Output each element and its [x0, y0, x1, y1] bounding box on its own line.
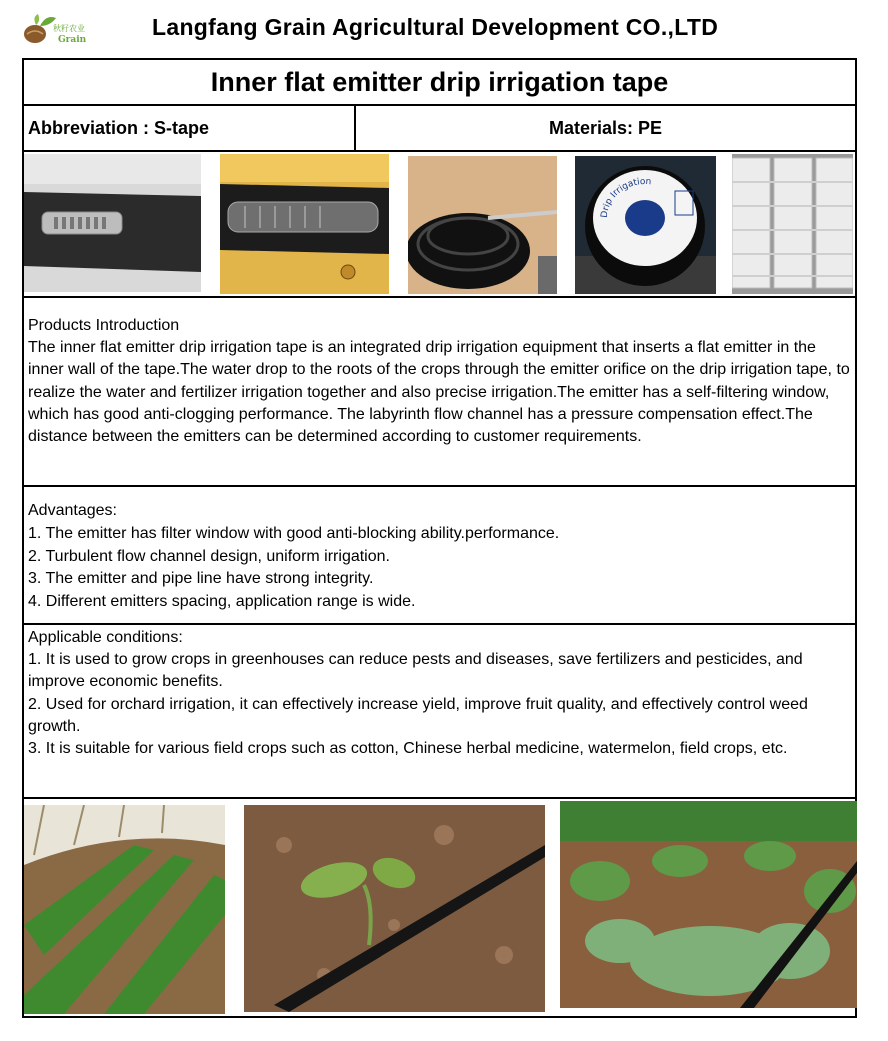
product-photos [24, 152, 855, 298]
stacked-reels-photo [732, 154, 853, 294]
applicable-conditions-section [24, 625, 855, 799]
applicable-item: 1. It is used to grow crops in greenhouses can reduce pests and diseases, save fertilizers and pesticides, and improve economic benefits. [28, 651, 803, 691]
product-sheet [22, 58, 857, 1018]
greenhouse-crops-photo [24, 805, 225, 1014]
applicable-item: 3. It is suitable for various field crops such as cotton, Chinese herbal medicine, watermelon, field crops, etc. [28, 740, 788, 758]
abbreviation-label: Abbreviation : S-tape [28, 118, 210, 138]
svg-text:秋籽农业: 秋籽农业 [53, 24, 85, 33]
applicable-heading: Applicable conditions: [28, 629, 183, 646]
drip-irrigation-reel-photo [575, 156, 716, 294]
page-header [0, 0, 888, 58]
emitter-closeup-photo [24, 154, 201, 292]
product-title: Inner flat emitter drip irrigation tape [24, 60, 855, 106]
emitter-insert-photo [220, 154, 389, 294]
company-name: Langfang Grain Agricultural Development CO.,LTD [152, 14, 719, 40]
products-introduction-section [24, 298, 855, 487]
intro-heading: Products Introduction [28, 317, 180, 334]
advantage-item: 4. Different emitters spacing, application range is wide. [28, 593, 416, 611]
advantages-section [24, 487, 855, 625]
vegetable-field-photo [560, 801, 857, 1008]
applicable-item: 2. Used for orchard irrigation, it can effectively increase yield, improve fruit quality, and effectively control weed growth. [28, 695, 808, 735]
advantage-item: 2. Turbulent flow channel design, uniform irrigation. [28, 547, 390, 565]
seedling-drip-tape-photo [244, 805, 545, 1012]
tape-coil-cut-photo [408, 156, 557, 294]
spec-row [24, 106, 855, 152]
svg-text:Grain: Grain [58, 35, 87, 45]
advantage-item: 1. The emitter has filter window with good anti-blocking ability.performance. [28, 524, 560, 542]
materials-label: Materials: PE [548, 118, 663, 138]
company-logo [22, 12, 102, 48]
intro-body: The inner flat emitter drip irrigation tape is an integrated drip irrigation equipment that inserts a flat emitter in the inner wall of the tape.The water drop to the roots of the crops through the emitter orifice on the drip irrigation tape, to realize the water and fertilizer irrigation together and also precise irrigation.The emitter has a self-filtering window, which has good anti-clogging performance. The labyrinth flow channel has a pressure compensation effect.The distance between the emitters can be determined according to customer requirements. [28, 339, 850, 446]
advantage-item: 3. The emitter and pipe line have strong integrity. [28, 570, 374, 588]
application-photos [24, 799, 855, 1016]
advantages-heading: Advantages: [28, 502, 117, 519]
svg-text:Drip Irrigation: Drip Irrigation [599, 176, 652, 219]
